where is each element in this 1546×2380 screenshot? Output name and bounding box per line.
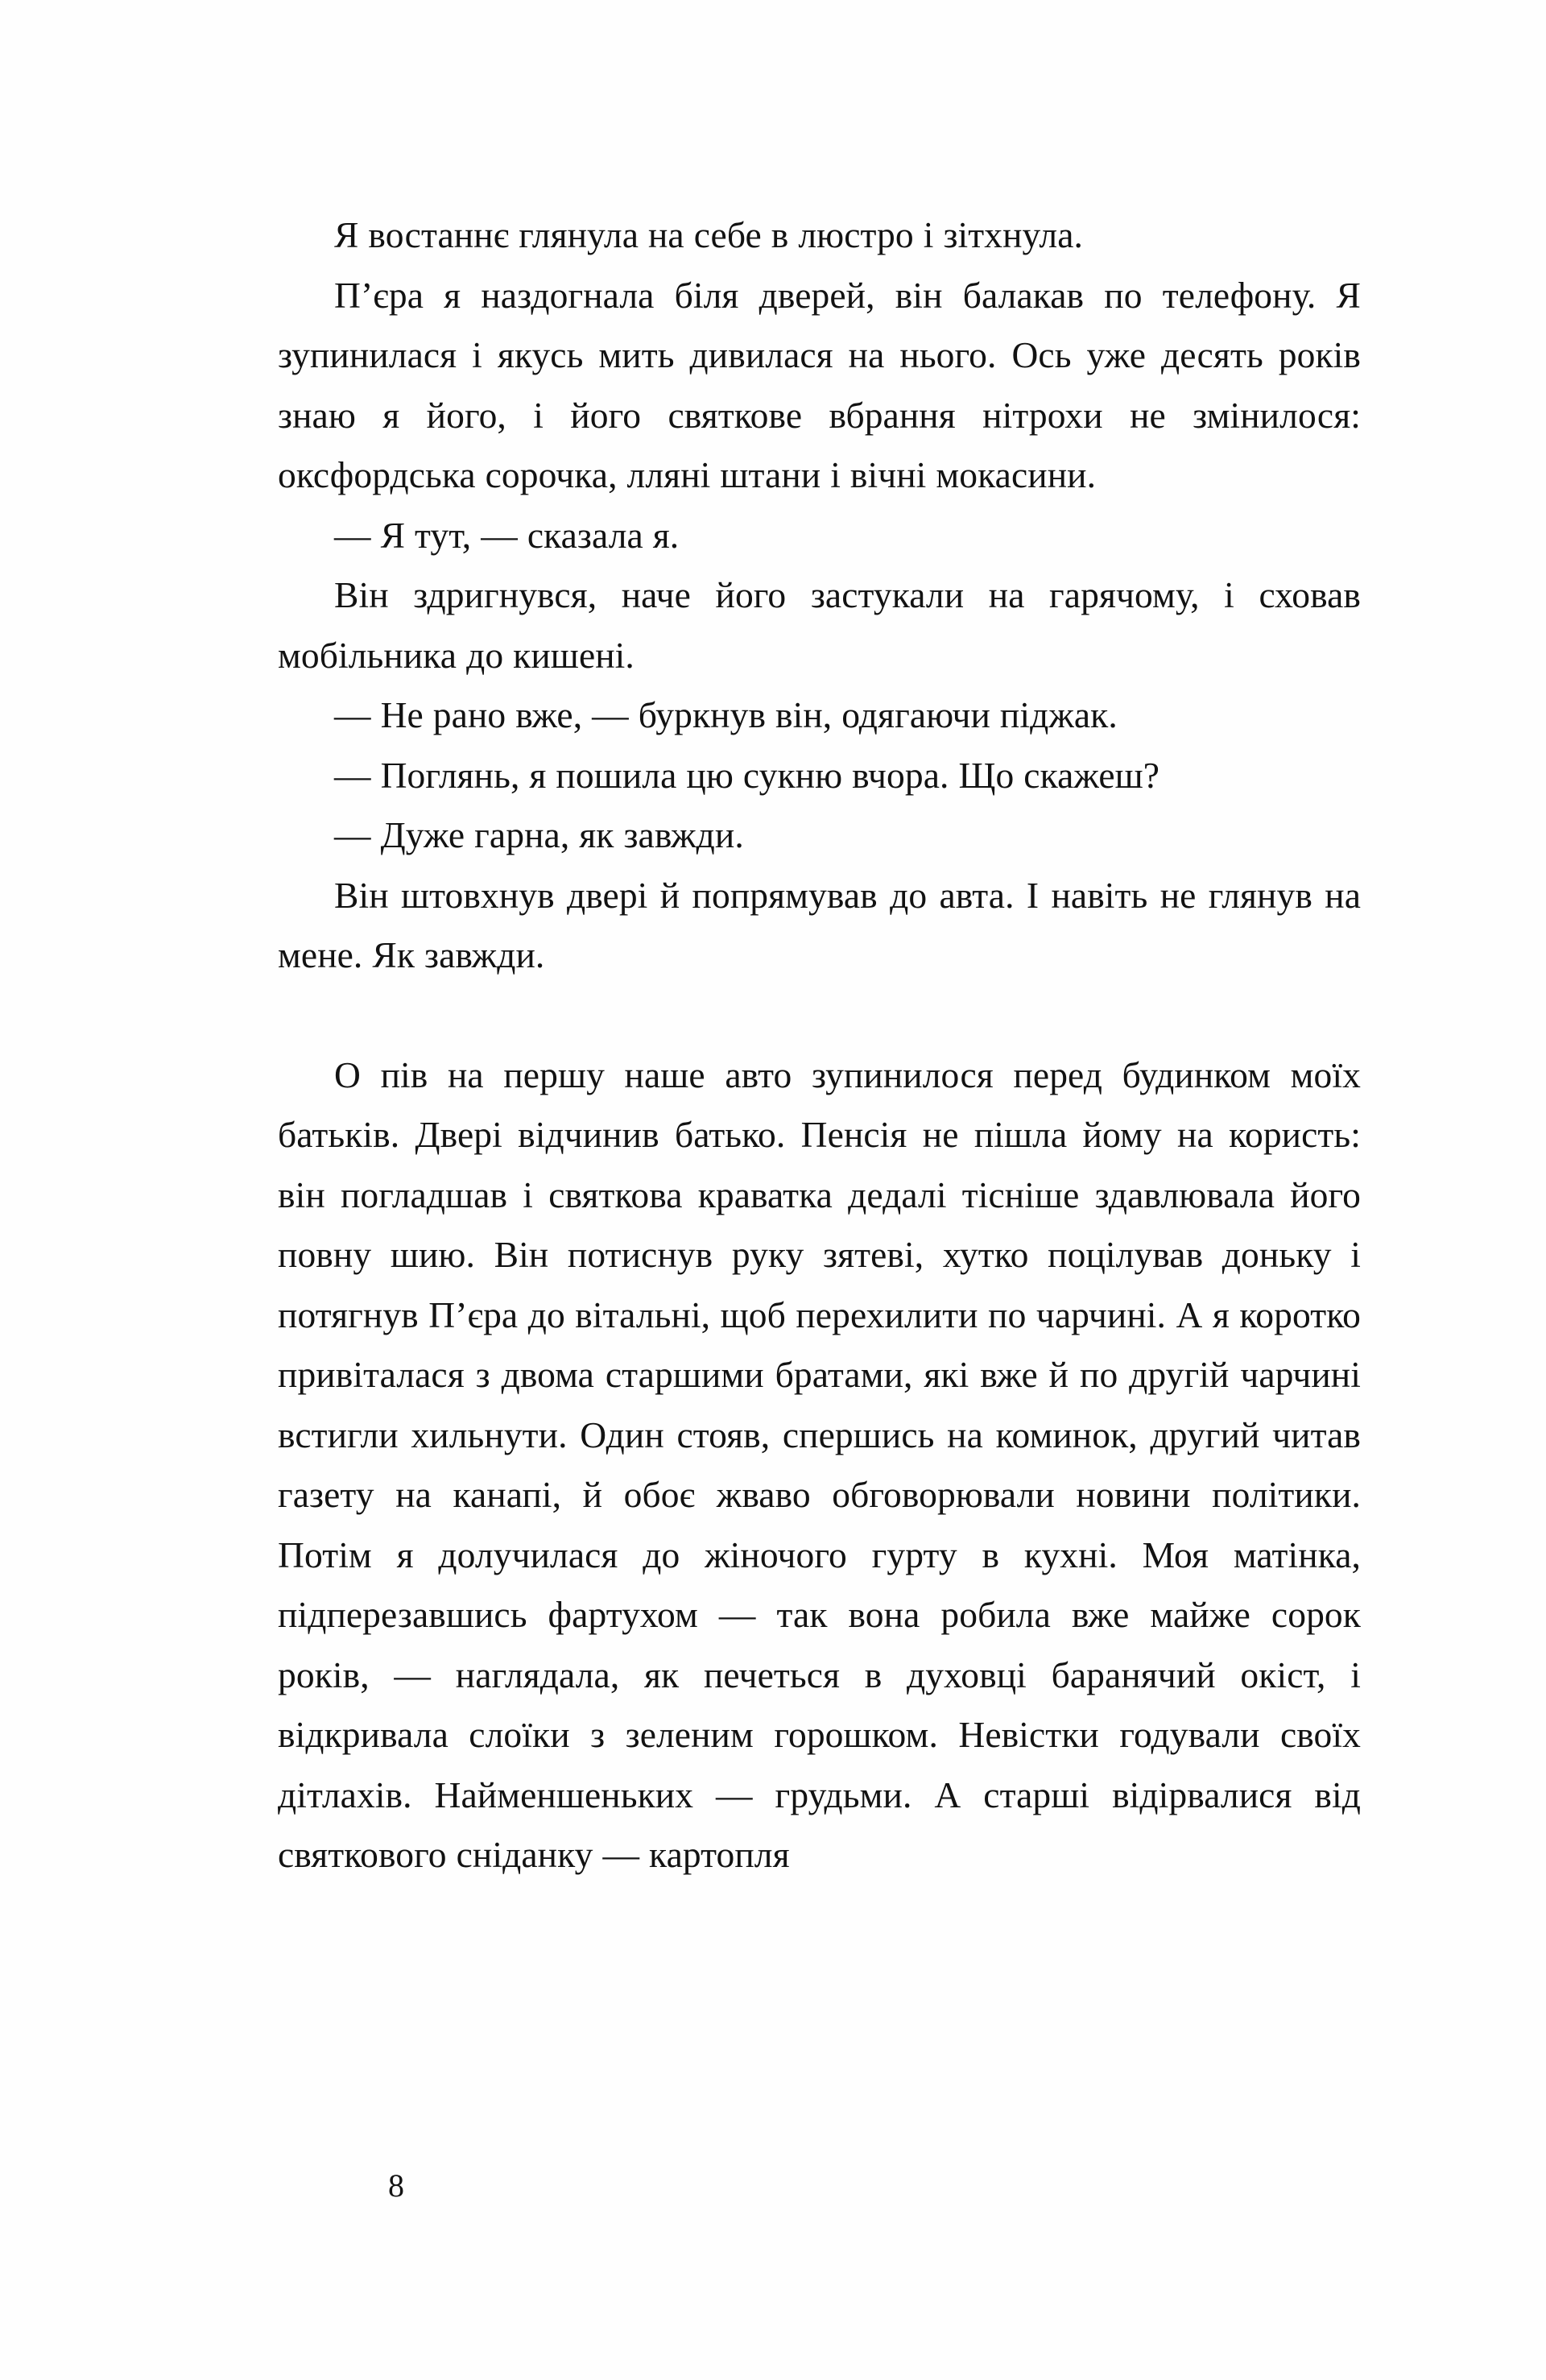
paragraph: Він здригнувся, наче його застукали на гарячому, і сховав мобільника до кишені. (278, 574, 1361, 676)
text-column (278, 205, 1361, 1885)
text-block-2 (278, 1045, 1361, 1885)
dialogue-line: — Поглянь, я пошила цю сукню вчора. Що скажеш? (334, 754, 1160, 796)
paragraph: О пів на першу наше авто зупинилося перед будинком моїх батьків. Двері відчинив батько. Пенсія не пішла йому на користь: він погладшав і святкова краватка дедалі тісніше здавлювала його повну шию. Він потиснув руку зятеві, хутко поцілував доньку і потягнув П’єра до вітальні, щоб перехилити по чарчині. А я коротко привіталася з двома старшими братами, які вже й по другій чарчині встигли хильнути. Один стояв, спершись на коминок, другий читав газету на канапі, й обоє жваво обговорювали новини політики. Потім я долучилася до жіночого гурту в кухні. Моя матінка, підперезавшись фартухом — так вона робила вже майже сорок років, — наглядала, як печеться в духовці баранячий окіст, і відкривала слоїки з зеленим горошком. Невістки годували своїх дітлахів. Найменшеньких — грудьми. А старші відірвалися від святкового сніданку — картопля (278, 1053, 1361, 1875)
paragraph: П’єра я наздогнала біля дверей, він балакав по телефону. Я зупинилася і якусь мить дивилася на нього. Ось уже десять років знаю я його, і його святкове вбрання нітрохи не змінилося: оксфордська сорочка, лляні штани і вічні мокасини. (278, 274, 1361, 495)
paragraph: Він штовхнув двері й попрямував до авта. І навіть не глянув на мене. Як завжди. (278, 874, 1361, 975)
text-block-1 (278, 205, 1361, 986)
paragraph: Я востаннє глянула на себе в люстро і зітхнула. (334, 214, 1083, 255)
dialogue-line: — Дуже гарна, як завжди. (334, 814, 744, 855)
page-number: 8 (388, 2167, 404, 2204)
dialogue-line: — Не рано вже, — буркнув він, одягаючи піджак. (334, 694, 1118, 735)
dialogue-line: — Я тут, — сказала я. (334, 514, 680, 556)
paragraph-break-spacer (278, 986, 1361, 1045)
